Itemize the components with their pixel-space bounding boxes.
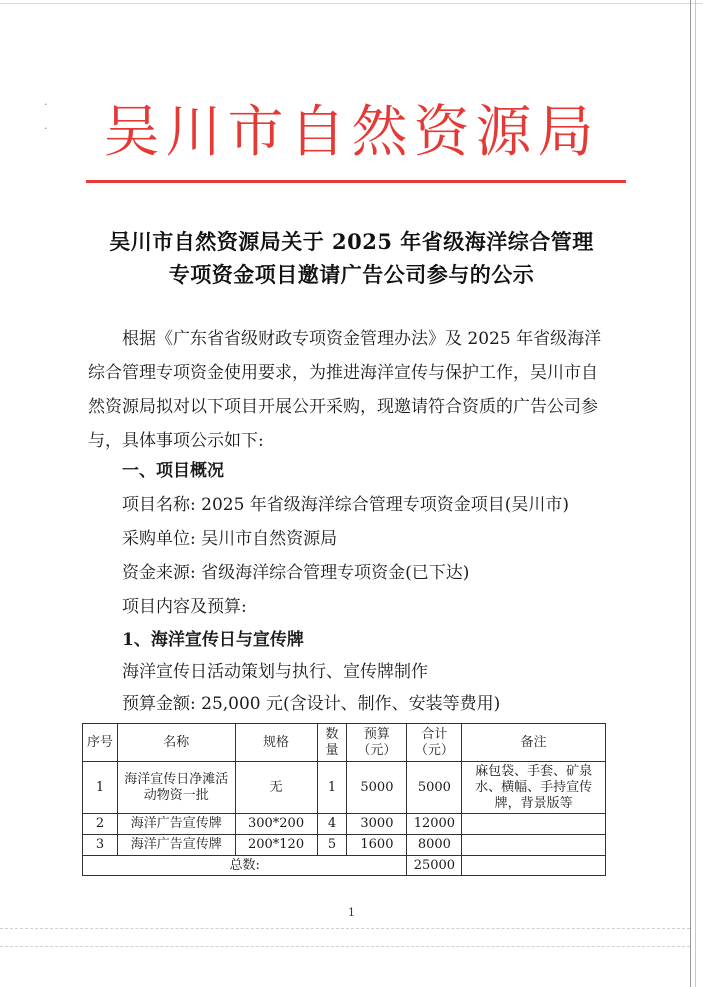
cell-name: 海洋宣传日净滩活动物资一批: [117, 762, 235, 814]
cell-subtotal: 8000: [407, 835, 462, 856]
header-unit-price: 预算（元）: [347, 724, 407, 762]
cell-note: [462, 814, 606, 835]
total-value: 25000: [407, 856, 462, 876]
cell-note: 麻包袋、手套、矿泉水、横幅、手持宣传牌，背景版等: [462, 762, 606, 814]
cell-name: 海洋广告宣传牌: [117, 814, 235, 835]
cell-unit-price: 3000: [347, 814, 407, 835]
budget-table: [82, 723, 606, 876]
table-row: [83, 762, 606, 814]
cell-name: 海洋广告宣传牌: [117, 835, 235, 856]
header-note: 备注: [462, 724, 606, 762]
header-spec: 规格: [235, 724, 317, 762]
cell-qty: 1: [317, 762, 347, 814]
cell-note: [462, 835, 606, 856]
scan-divider: [0, 928, 690, 929]
scan-divider: [0, 946, 690, 947]
notice-title-line1: 吴川市自然资源局关于 2025 年省级海洋综合管理: [109, 229, 594, 254]
item-budget: 预算金额: 25,000 元(含设计、制作、安装等费用): [122, 694, 501, 714]
page-top-edge: [0, 3, 703, 4]
letterhead-rule: [86, 180, 626, 183]
header-name: 名称: [117, 724, 235, 762]
cell-spec: 200*120: [235, 835, 317, 856]
table-row: [83, 814, 606, 835]
content-budget-label: 项目内容及预算:: [122, 597, 247, 617]
project-name: 项目名称: 2025 年省级海洋综合管理专项资金项目(吴川市): [122, 495, 570, 515]
total-note: [462, 856, 606, 876]
cell-subtotal: 12000: [407, 814, 462, 835]
table-total-row: [83, 856, 606, 876]
header-seq: 序号: [83, 724, 118, 762]
purchaser: 采购单位: 吴川市自然资源局: [122, 529, 338, 549]
margin-mark: ·: [44, 122, 48, 135]
total-label: 总数:: [83, 856, 407, 876]
item-heading: 1、海洋宣传日与宣传牌: [122, 630, 304, 650]
cell-subtotal: 5000: [407, 762, 462, 814]
notice-title-line2: 专项资金项目邀请广告公司参与的公示: [168, 262, 535, 287]
fund-source: 资金来源: 省级海洋综合管理专项资金(已下达): [122, 563, 470, 583]
margin-mark: ·: [44, 98, 48, 111]
cell-seq: 1: [83, 762, 118, 814]
cell-qty: 5: [317, 835, 347, 856]
section-heading: 一、项目概况: [122, 461, 224, 481]
table-header-row: [83, 724, 606, 762]
cell-seq: 3: [83, 835, 118, 856]
table-row: [83, 835, 606, 856]
cell-qty: 4: [317, 814, 347, 835]
cell-seq: 2: [83, 814, 118, 835]
cell-spec: 300*200: [235, 814, 317, 835]
item-description: 海洋宣传日活动策划与执行、宣传牌制作: [122, 662, 428, 682]
header-qty: 数量: [317, 724, 347, 762]
page-number: 1: [348, 906, 355, 919]
cell-unit-price: 1600: [347, 835, 407, 856]
cell-unit-price: 5000: [347, 762, 407, 814]
intro-paragraph: 根据《广东省省级财政专项资金管理办法》及 2025 年省级海洋综合管理专项资金使用要求，为推进海洋宣传与保护工作，吴川市自然资源局拟对以下项目开展公开采购，现邀请符合资质的广告公司参与，具体事项公示如下:: [88, 329, 602, 451]
header-subtotal: 合计（元）: [407, 724, 462, 762]
cell-spec: 无: [235, 762, 317, 814]
letterhead-title: 吴川市自然资源局: [103, 100, 600, 165]
